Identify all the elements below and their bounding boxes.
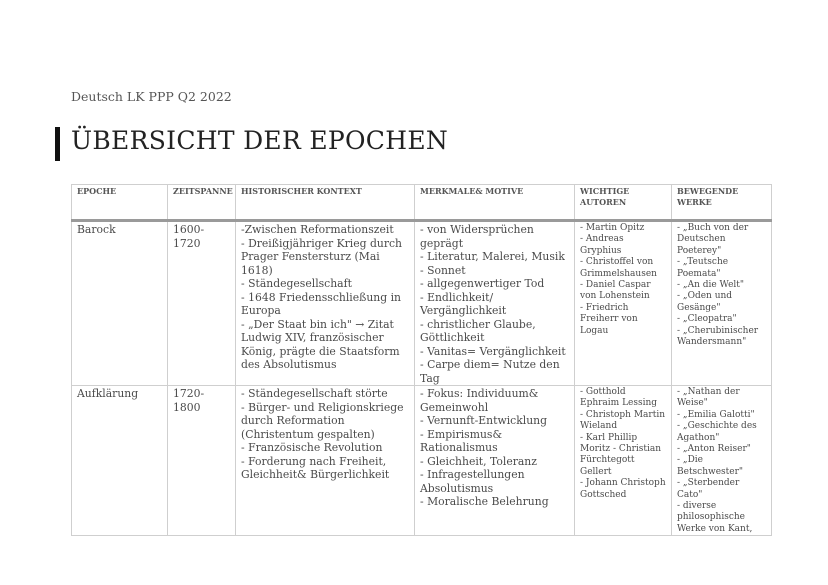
table-row: [72, 221, 772, 386]
cell-merkmale: - von Widersprüchen geprägt - Literatur, Malerei, Musik - Sonnet - allgegenwertiger Tod - Endlichkeit/ Vergänglichkeit - christlicher Glaube, Göttlichkeit - Vanitas= Vergänglichkeit - Carpe diem= Nutze den Tag: [415, 221, 575, 386]
header-autoren: WICHTIGE AUTOREN: [575, 185, 672, 221]
table-row: [72, 386, 772, 536]
header-merkmale: MERKMALE& MOTIVE: [415, 185, 575, 221]
cell-werke: - „Nathan der Weise" - „Emilia Galotti" - „Geschichte des Agathon" - „Anton Reiser" - „Die Betschwester" - „Sterbender Cato" - diverse philosophische Werke von Kant,: [672, 386, 772, 536]
header-zeitspanne: ZEITSPANNE: [168, 185, 236, 221]
table-header-row: [72, 185, 772, 221]
cell-merkmale: - Fokus: Individuum& Gemeinwohl - Vernunft-Entwicklung - Empirismus& Rationalismus - Gleichheit, Toleranz - Infragestellungen Absolutismus - Moralische Belehrung: [415, 386, 575, 536]
cell-zeitspanne: 1720-1800: [168, 386, 236, 536]
header-kontext: HISTORISCHER KONTEXT: [236, 185, 415, 221]
epochs-table: [71, 184, 772, 536]
cell-werke: - „Buch von der Deutschen Poeterey" - „Teutsche Poemata" - „An die Welt" - „Oden und Gesänge" - „Cleopatra" - „Cherubinischer Wandersmann": [672, 221, 772, 386]
cell-epoche: Barock: [72, 221, 168, 386]
cell-kontext: - Ständegesellschaft störte - Bürger- und Religionskriege durch Reformation (Christentum gespalten) - Französische Revolution - Forderung nach Freiheit, Gleichheit& Bürgerlichkeit: [236, 386, 415, 536]
document-subtitle: Deutsch LK PPP Q2 2022: [71, 89, 232, 104]
title-accent-bar: [55, 127, 60, 161]
header-werke: BEWEGENDE WERKE: [672, 185, 772, 221]
cell-autoren: - Gotthold Ephraim Lessing - Christoph Martin Wieland - Karl Phillip Moritz - Christian Fürchtegott Gellert - Johann Christoph Gottsched: [575, 386, 672, 536]
page-title: ÜBERSICHT DER EPOCHEN: [71, 126, 449, 155]
cell-autoren: - Martin Opitz - Andreas Gryphius - Christoffel von Grimmelshausen - Daniel Caspar von Lohenstein - Friedrich Freiherr von Logau: [575, 221, 672, 386]
header-epoche: EPOCHE: [72, 185, 168, 221]
cell-kontext: -Zwischen Reformationszeit - Dreißigjähriger Krieg durch Prager Fenstersturz (Mai 1618) - Ständegesellschaft - 1648 Friedensschließung in Europa - „Der Staat bin ich" → Zitat Ludwig XIV, französischer König, prägte die Staatsform des Absolutismus: [236, 221, 415, 386]
cell-zeitspanne: 1600-1720: [168, 221, 236, 386]
cell-epoche: Aufklärung: [72, 386, 168, 536]
